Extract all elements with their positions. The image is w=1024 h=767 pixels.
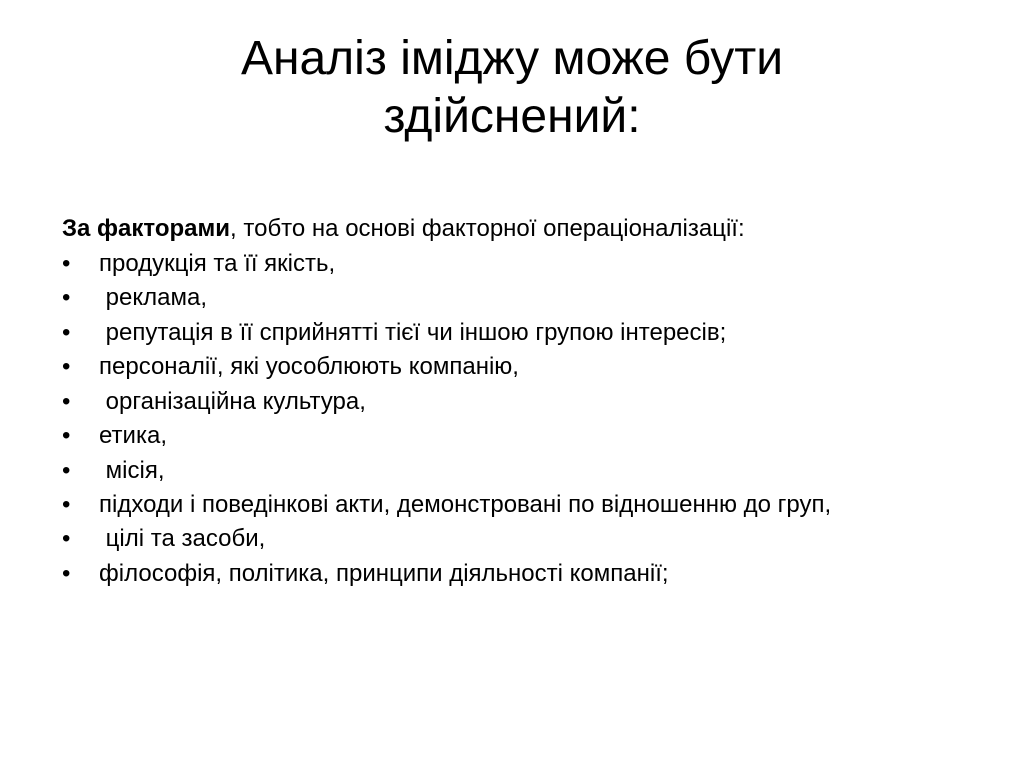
- list-item-text: персоналії, які уособлюють компанію,: [99, 353, 519, 380]
- list-item: [62, 385, 962, 420]
- bullet-list: [62, 247, 962, 592]
- list-item: [62, 522, 962, 557]
- list-item-text: організаційна культура,: [99, 387, 366, 415]
- list-item: [62, 557, 962, 592]
- list-item-text: місія,: [99, 456, 165, 484]
- bullet-icon: •: [62, 559, 71, 587]
- list-item: [62, 281, 962, 316]
- list-item: [62, 247, 962, 282]
- bullet-icon: •: [62, 491, 71, 518]
- bullet-icon: •: [62, 525, 71, 552]
- list-item-text: репутація в її сприйнятті тієї чи іншою групою інтересів;: [99, 318, 727, 346]
- intro-rest: , тобто на основі факторної операціоналізації:: [230, 215, 745, 242]
- intro-line: [62, 212, 962, 247]
- list-item: [62, 488, 962, 522]
- list-item-text: етика,: [99, 422, 167, 449]
- list-item: [62, 350, 962, 385]
- title-line-2: здійснений:: [383, 90, 641, 143]
- bullet-icon: •: [62, 456, 71, 484]
- list-item: [62, 454, 962, 489]
- bullet-icon: •: [62, 422, 71, 449]
- intro-bold: За факторами: [62, 215, 231, 242]
- slide-title: [120, 30, 904, 146]
- bullet-icon: •: [62, 387, 71, 415]
- slide-body: [62, 212, 962, 591]
- list-item-text: продукція та її якість,: [99, 249, 336, 277]
- list-item-text: підходи і поведінкові акти, демонстровані по відношенню до груп,: [99, 491, 832, 518]
- bullet-icon: •: [62, 284, 71, 311]
- title-line-1: Аналіз іміджу може бути: [240, 32, 784, 85]
- bullet-icon: •: [62, 249, 71, 277]
- list-item-text: філософія, політика, принципи діяльності компанії;: [99, 559, 669, 587]
- list-item-text: реклама,: [99, 284, 207, 311]
- list-item: [62, 316, 962, 351]
- list-item: [62, 419, 962, 454]
- bullet-icon: •: [62, 318, 71, 346]
- bullet-icon: •: [62, 353, 71, 380]
- list-item-text: цілі та засоби,: [99, 525, 266, 552]
